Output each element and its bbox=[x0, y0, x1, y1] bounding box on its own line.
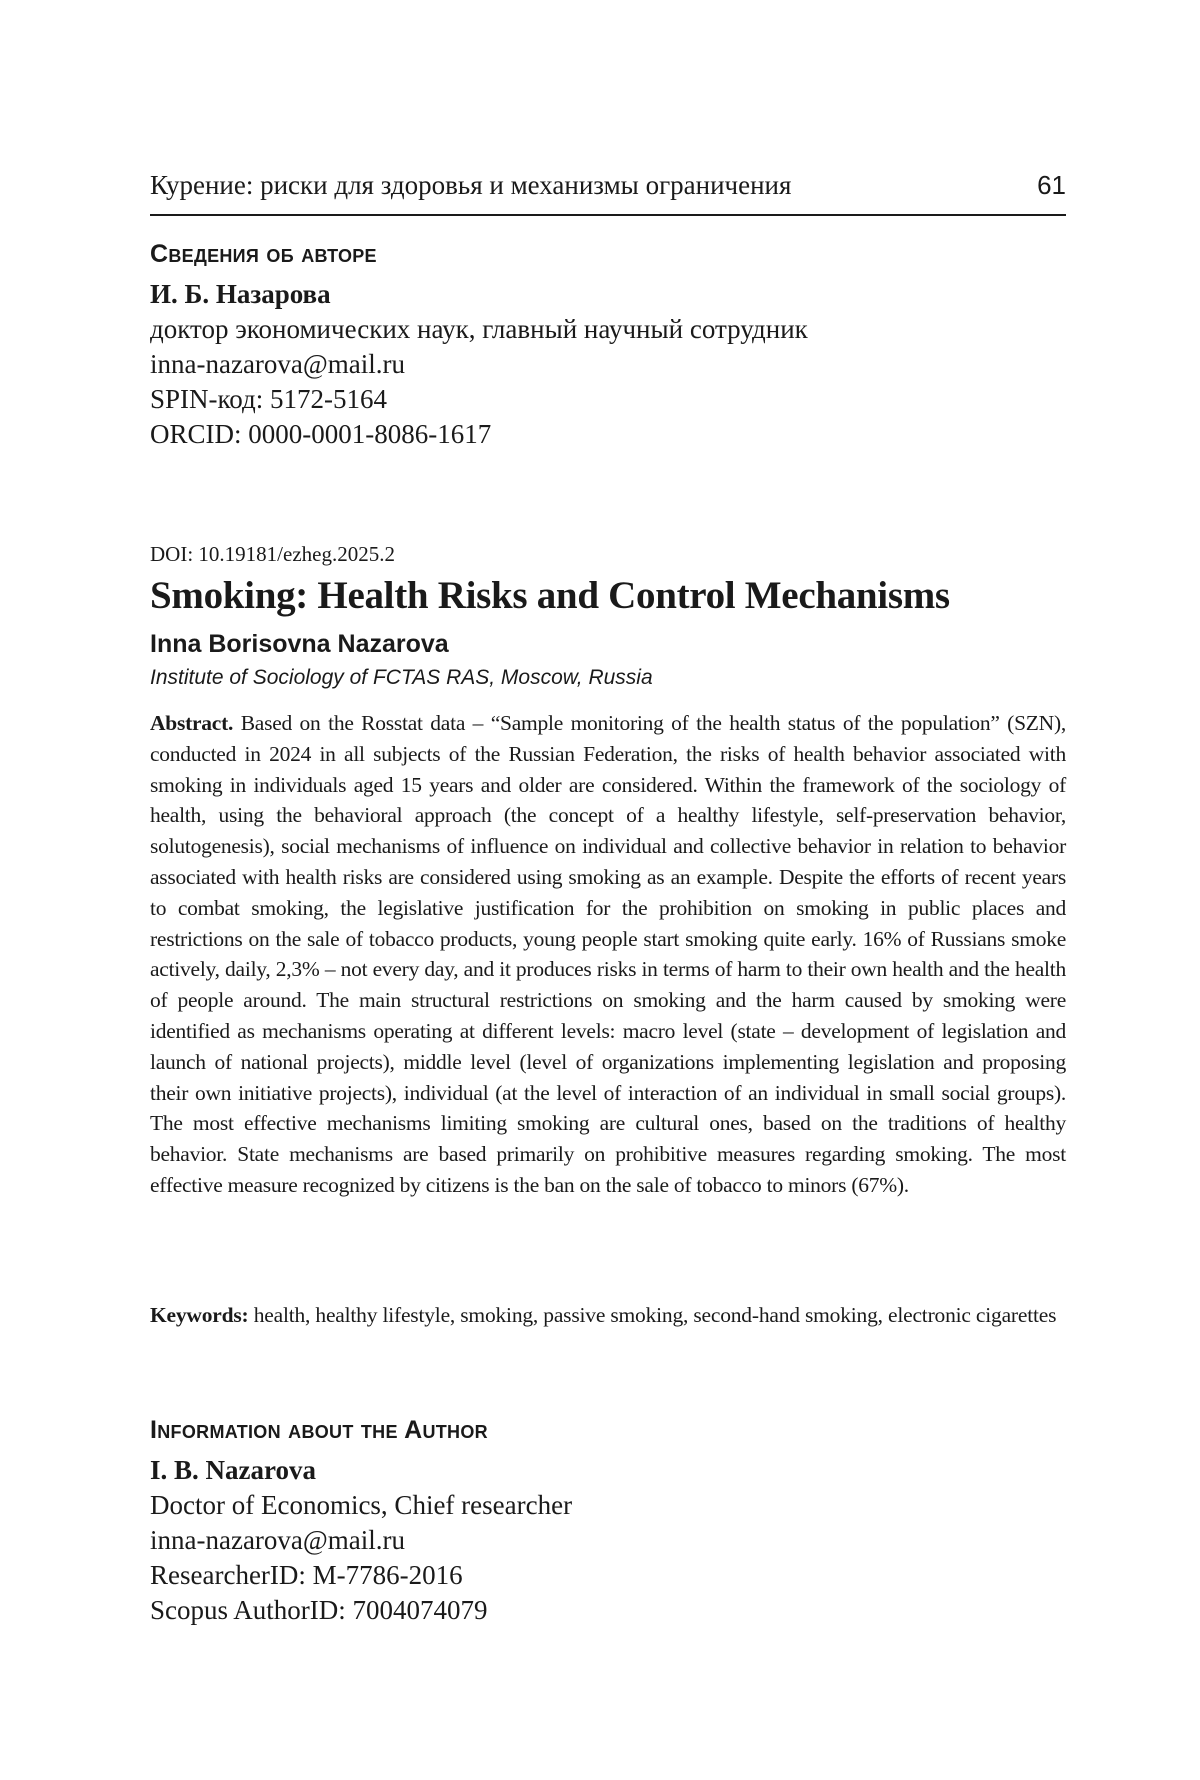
author-position-en: Doctor of Economics, Chief researcher bbox=[150, 1490, 573, 1520]
doi: DOI: 10.19181/ezheg.2025.2 bbox=[150, 542, 395, 566]
author-email-ru: inna-nazarova@mail.ru bbox=[150, 349, 405, 379]
author-researcher-id: ResearcherID: M-7786-2016 bbox=[150, 1560, 463, 1590]
author-info-ru bbox=[150, 240, 1066, 452]
abstract-text: Based on the Rosstat data – “Sample monitoring of the health status of the population” (SZN), conducted in 2024 in all subjects of the Russian Federation, the risks of health behavior associated with smoking in individuals aged 15 years and older are considered. Within the framework of the sociology of health, using the behavioral approach (the concept of a healthy lifestyle, self-preservation behavior, solutogenesis), social mechanisms of influence on individual and collective behavior in relation to behavior associated with health risks are considered using smoking as an example. Despite the efforts of recent years to combat smoking, the legislative justification for the prohibition on smoking in public places and restrictions on the sale of tobacco products, young people start smoking quite early. 16% of Russians smoke actively, daily, 2,3% – not every day, and it produces risks in terms of harm to their own health and the health of people around. The main structural restrictions on smoking and the harm caused by smoking were identified as mechanisms operating at different levels: macro level (state – development of legislation and launch of national projects), middle level (level of organizations implementing legislation and proposing their own initiative projects), individual (at the level of interaction of an individual in small social groups). The most effective mechanisms limiting smoking are cultural ones, based on the traditions of healthy behavior. State mechanisms are based primarily on prohibitive measures regarding smoking. The most effective measure recognized by citizens is the ban on the sale of tobacco to minors (67%). bbox=[150, 711, 1066, 1197]
author-orcid: ORCID: 0000-0001-8086-1617 bbox=[150, 419, 492, 449]
keywords-label: Keywords: bbox=[150, 1303, 249, 1327]
author-name-en: I. B. Nazarova bbox=[150, 1455, 316, 1485]
keywords-text: health, healthy lifestyle, smoking, passive smoking, second-hand smoking, electronic cigarettes bbox=[253, 1303, 1057, 1327]
keywords bbox=[150, 1300, 1066, 1331]
abstract bbox=[150, 708, 1066, 1201]
article-affiliation: Institute of Sociology of FCTAS RAS, Moscow, Russia bbox=[150, 666, 653, 689]
article-title: Smoking: Health Risks and Control Mechanisms bbox=[150, 574, 950, 617]
author-info-en bbox=[150, 1416, 1066, 1628]
author-scopus-id: Scopus AuthorID: 7004074079 bbox=[150, 1595, 488, 1625]
running-title: Курение: риски для здоровья и механизмы ограничения bbox=[150, 170, 792, 200]
author-position-ru: доктор экономических наук, главный научный сотрудник bbox=[150, 314, 808, 344]
article-author: Inna Borisovna Nazarova bbox=[150, 630, 449, 658]
abstract-label: Abstract. bbox=[150, 711, 234, 735]
author-name-ru: И. Б. Назарова bbox=[150, 279, 331, 309]
running-header bbox=[150, 166, 1066, 216]
page-number: 61 bbox=[1037, 170, 1066, 200]
author-email-en: inna-nazarova@mail.ru bbox=[150, 1525, 405, 1555]
author-spin: SPIN-код: 5172-5164 bbox=[150, 384, 387, 414]
author-info-heading-ru: Сведения об авторе bbox=[150, 240, 377, 268]
author-info-heading-en: Information about the Author bbox=[150, 1416, 488, 1444]
